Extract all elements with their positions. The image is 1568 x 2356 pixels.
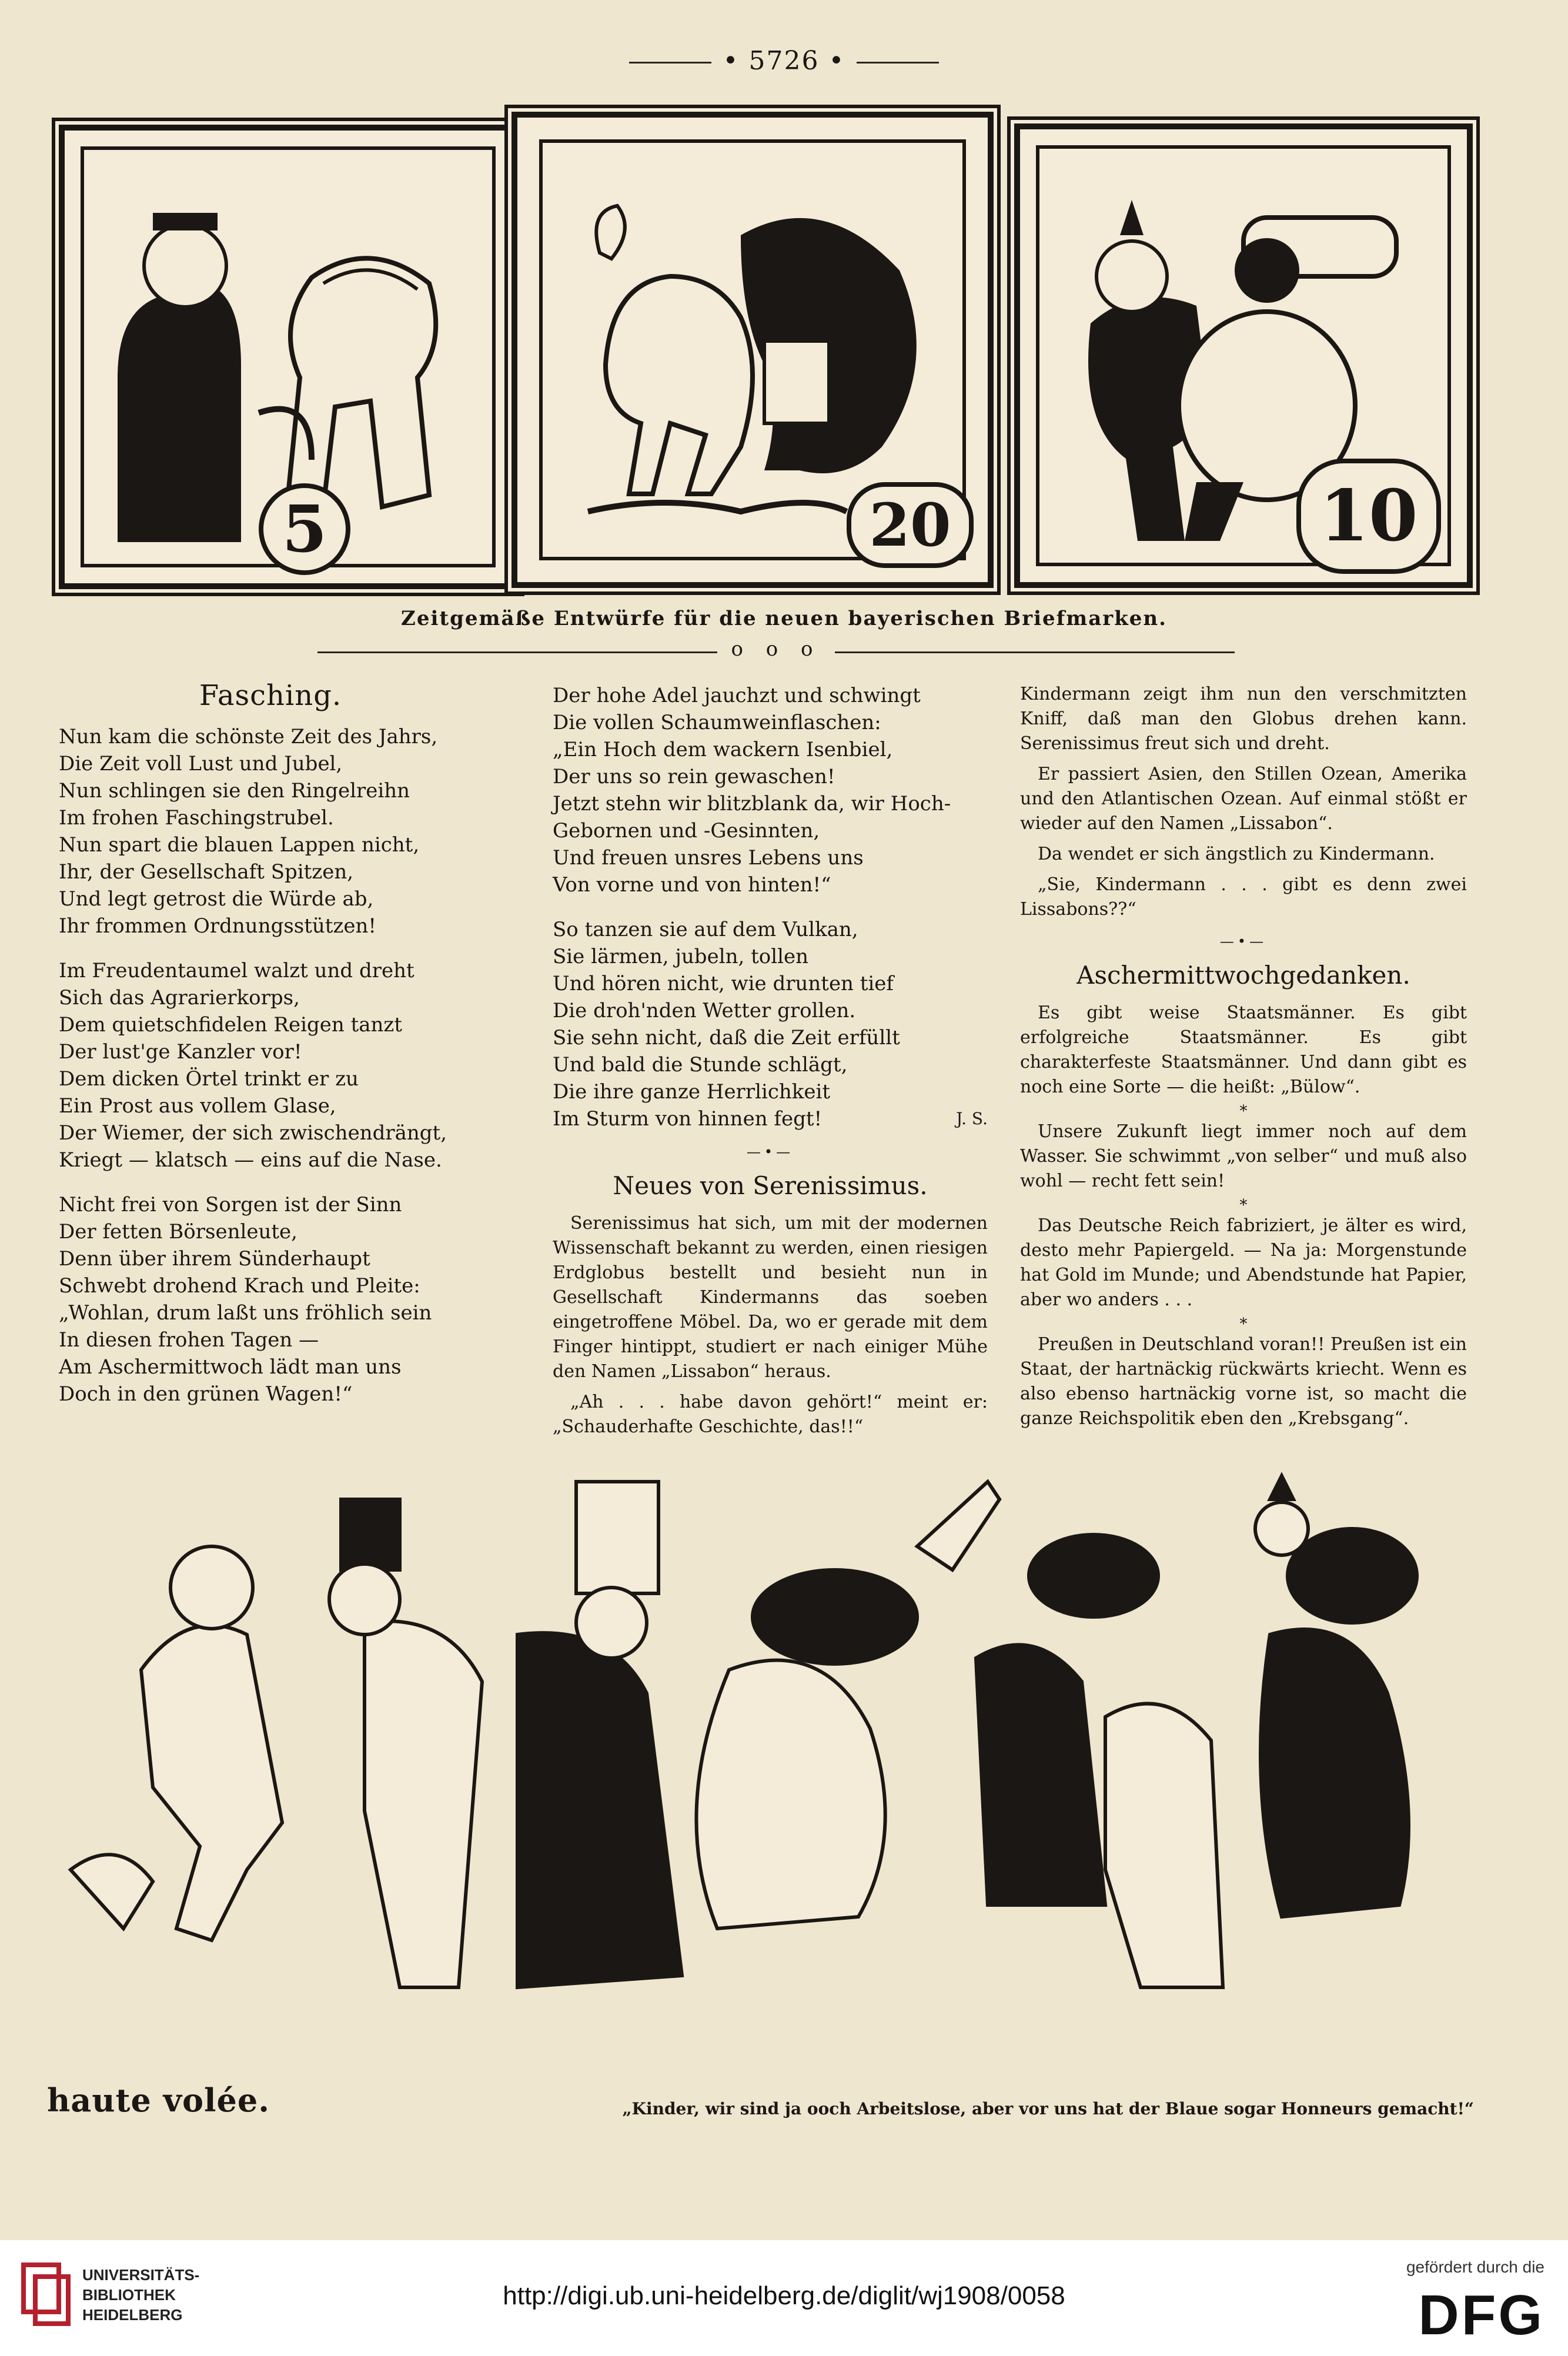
verse-line: Die droh'nden Wetter grollen. [553,999,856,1022]
page-number-header: • 5726 • [0,46,1568,76]
poem-stanza [553,916,988,1132]
library-name-line: HEIDELBERG [82,2306,183,2324]
paragraph: „Sie, Kindermann . . . gibt es denn zwei Lissabons??“ [1020,874,1467,920]
verse-line: Ihr, der Gesellschaft Spitzen, [59,860,354,884]
stamp-design-20 [511,112,994,588]
verse-line: Die ihre ganze Herrlichkeit [553,1080,831,1104]
ornamental-rule [317,637,1235,661]
asterisk-divider: * [1239,1102,1248,1120]
verse-line: Und freuen unsres Lebens uns [553,846,864,870]
stamp-value-badge [1296,459,1441,574]
verse-line: Jetzt stehn wir blitzblank da, wir Hoch- [553,792,951,816]
serenissimus-title: Neues von Serenissimus. [613,1171,928,1200]
dfg-logo: DFG [1418,2284,1544,2347]
verse-line: Im frohen Faschingstrubel. [59,806,334,830]
paragraph: Unsere Zukunft liegt immer noch auf dem Wasser. Sie schwimmt „von selber“ und muß also wohl — recht fett sein! [1020,1121,1467,1191]
serenissimus-text [553,1211,988,1439]
poem-stanza [59,957,482,1174]
dancing-crowd-illustration [35,1458,1529,2070]
serenissimus-text-continued [1020,682,1467,922]
verse-line: Schwebt drohend Krach und Pleite: [59,1274,420,1298]
verse-line: Dem dicken Örtel trinkt er zu [59,1067,359,1091]
column-right [1020,682,1467,1437]
verse-line: Von vorne und von hinten!“ [553,873,831,897]
paragraph: Da wendet er sich ängstlich zu Kindermann. [1038,844,1435,864]
illustration-title: haute volée. [47,2081,270,2119]
poem-stanza [59,1191,482,1408]
verse-line: Der lust'ge Kanzler vor! [59,1040,302,1064]
verse-line: Der hohe Adel jauchzt und schwingt [553,684,921,707]
digitization-footer [0,2240,1568,2356]
ascher-title: Aschermittwochgedanken. [1076,961,1410,990]
verse-line: Kriegt — klatsch — eins auf die Nase. [59,1148,442,1172]
stamp-value-badge [259,483,350,575]
verse-line: Sich das Agrarierkorps, [59,986,300,1010]
verse-line: „Wohlan, drum laßt uns fröhlich sein [59,1301,432,1325]
verse-line: Sie sehn nicht, daß die Zeit erfüllt [553,1026,900,1050]
stamp-value: 5 [282,491,327,567]
paragraph: Kindermann zeigt ihm nun den verschmitzten Kniff, daß man den Globus drehen kann. Serenissimus freut sich und dreht. [1020,684,1467,754]
verse-line: Ein Prost aus vollem Glase, [59,1094,336,1118]
poem-signature: J. S. [956,1109,988,1128]
paragraph: Es gibt weise Staatsmänner. Es gibt erfolgreiche Staatsmänner. Es gibt charakterfeste Staatsmänner. Und dann gibt es noch eine Sorte — die heißt: „Bülow“. [1020,1002,1467,1097]
library-name-line: UNIVERSITÄTS- [82,2266,200,2284]
verse-line: Gebornen und -Gesinnten, [553,819,820,843]
section-divider: —•— [746,1144,794,1160]
verse-line: Und legt getrost die Würde ab, [59,887,374,911]
funding-note: gefördert durch die [1406,2258,1544,2276]
column-left [59,679,482,1425]
illustration-caption: „Kinder, wir sind ja ooch Arbeitslose, aber vor uns hat der Blaue sogar Honneurs gemacht!“ [622,2099,1474,2118]
verse-line: Nun schlingen sie den Ringelreihn [59,779,410,803]
stamp-value-badge [847,482,974,568]
stamp-design-5 [59,125,517,589]
verse-line: So tanzen sie auf dem Vulkan, [553,918,858,941]
stamps-caption: Zeitgemäße Entwürfe für die neuen bayerischen Briefmarken. [401,607,1167,630]
section-divider: —•— [1219,933,1268,950]
verse-line: Der uns so rein gewaschen! [553,765,835,788]
asterisk-divider: * [1239,1197,1248,1214]
poem-stanza [59,723,482,940]
verse-line: Sie lärmen, jubeln, tollen [553,945,808,968]
verse-line [553,1105,988,1132]
verse-line: In diesen frohen Tagen — [59,1328,319,1352]
poem-title: Fasching. [199,679,342,712]
verse-line: Und hören nicht, wie drunten tief [553,972,894,995]
verse-line: Und bald die Stunde schlägt, [553,1053,848,1077]
paragraph: Serenissimus hat sich, um mit der modernen Wissenschaft bekannt zu werden, einen riesigen Erdglobus bestellt und besieht nun in Gesellschaft Kindermanns das soeben eingetroffene Möbel. Da, wo er gerade mit dem Finger hintippt, studiert er nach einiger Mühe den Namen „Lissabon“ heraus. [553,1213,988,1382]
asterisk-divider: * [1239,1315,1248,1333]
stamp-value: 20 [869,490,951,560]
verse-line: Die vollen Schaumweinflaschen: [553,711,881,734]
verse-line: Denn über ihrem Sünderhaupt [59,1247,370,1271]
poem-stanza [553,682,988,898]
library-name-line: BIBLIOTHEK [82,2286,176,2304]
column-middle [553,682,988,1445]
paragraph: „Ah . . . habe davon gehört!“ meint er: „Schauderhafte Geschichte, das!!“ [553,1392,988,1437]
verse-line: Der Wiemer, der sich zwischendrängt, [59,1121,447,1145]
verse-line: Doch in den grünen Wagen!“ [59,1382,353,1406]
verse-line: Nicht frei von Sorgen ist der Sinn [59,1193,402,1217]
ornament-glyphs: o o o [731,637,821,661]
paragraph: Preußen in Deutschland voran!! Preußen ist ein Staat, der hartnäckig rückwärts kriecht. Wenn es also ebenso hartnäckig vorne ist, so macht die ganze Reichspolitik eben den „Krebsgang“. [1020,1334,1467,1429]
page-number: 5726 [748,46,820,76]
verse-line: Die Zeit voll Lust und Jubel, [59,752,343,776]
paragraph: Das Deutsche Reich fabriziert, je älter es wird, desto mehr Papiergeld. — Na ja: Morgenstunde hat Gold im Munde; und Abendstunde hat Papier, aber wo anders . . . [1020,1215,1467,1310]
verse-line: Dem quietschfidelen Reigen tanzt [59,1013,402,1037]
verse-line: Am Aschermittwoch lädt man uns [59,1355,402,1379]
verse-line: Nun spart die blauen Lappen nicht, [59,833,420,857]
stamp-value: 10 [1319,474,1418,557]
ascher-text [1020,1001,1467,1431]
source-url-link[interactable]: http://digi.ub.uni-heidelberg.de/diglit/wj1908/0058 [503,2281,1065,2310]
verse-line: Nun kam die schönste Zeit des Jahrs, [59,725,438,748]
verse-text: Im Sturm von hinnen fegt! [553,1107,823,1131]
stamp-design-10 [1014,123,1473,588]
verse-line: Im Freudentaumel walzt und dreht [59,959,414,982]
paragraph: Er passiert Asien, den Stillen Ozean, Amerika und den Atlantischen Ozean. Auf einmal stößt er wieder auf den Namen „Lissabon“. [1020,764,1467,834]
verse-line: „Ein Hoch dem wackern Isenbiel, [553,738,893,761]
verse-line: Der fetten Börsenleute, [59,1220,297,1244]
verse-line: Ihr frommen Ordnungsstützen! [59,914,377,938]
